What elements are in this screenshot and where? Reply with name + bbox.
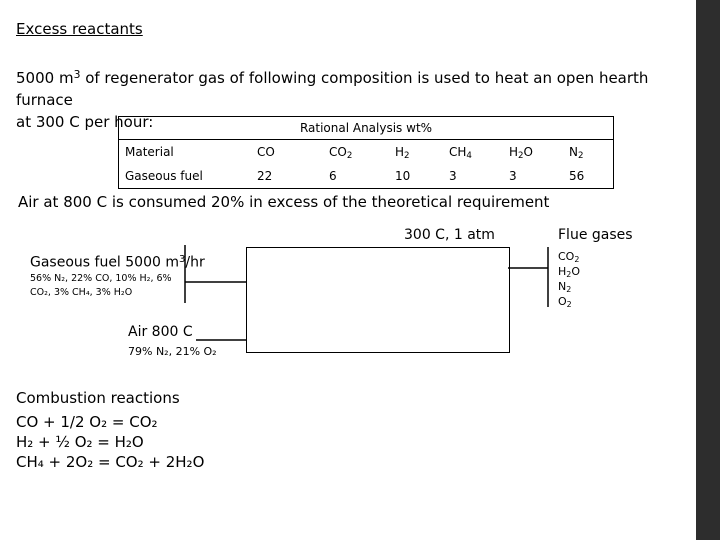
- cell-main: 56: [569, 169, 585, 183]
- cell-main: CO: [329, 145, 347, 159]
- intro-unit-superscript: 3: [73, 68, 81, 81]
- flue-gas-main: H: [558, 265, 567, 278]
- air-statement: Air at 800 C is consumed 20% in excess of the theoretical requirement: [18, 193, 550, 211]
- flue-gas-main: N: [558, 280, 567, 293]
- page-title: Excess reactants: [16, 20, 143, 38]
- reactions-title: Combustion reactions: [16, 389, 180, 407]
- cell-main: N: [569, 145, 578, 159]
- cell-main: 22: [257, 169, 273, 183]
- fuel-label-superscript: 3: [179, 254, 186, 265]
- furnace-conditions: 300 C, 1 atm: [404, 227, 495, 243]
- table-header: Rational Analysis wt%: [119, 117, 613, 140]
- air-composition: 79% N₂, 21% O₂: [128, 345, 217, 358]
- flue-gas-subscript: 2: [574, 254, 580, 264]
- cell-main: 6: [329, 169, 337, 183]
- table-row-label: Material: [125, 145, 174, 159]
- intro-line1-post: of regenerator gas of following composition is used to heat an open hearth furnace: [16, 68, 649, 109]
- cell-main: CO: [257, 145, 275, 159]
- cell-subscript: 2: [577, 151, 584, 162]
- flue-gas-subscript: 2: [566, 284, 572, 294]
- intro-line1-pre: 5000 m: [16, 68, 74, 87]
- fuel-label-pre: Gaseous fuel 5000 m: [30, 254, 179, 271]
- flue-gas-subscript: 2: [566, 269, 572, 279]
- fuel-label-post: /hr: [185, 254, 205, 271]
- cell-main: H: [509, 145, 519, 159]
- cell-main: 3: [509, 169, 517, 183]
- flue-gas-tail: O: [571, 265, 580, 278]
- fuel-composition: 56% N₂, 22% CO, 10% H₂, 6% CO₂, 3% CH₄, 3% H₂O: [30, 273, 172, 298]
- cell-subscript: 2: [518, 151, 524, 162]
- cell-subscript: 4: [466, 151, 472, 162]
- air-input-label: Air 800 C: [128, 324, 193, 340]
- flue-gas-subscript: 2: [566, 299, 572, 309]
- cell-main: 10: [395, 169, 411, 183]
- reaction-co: CO + 1/2 O₂ = CO₂: [16, 413, 158, 431]
- cell-subscript: 2: [346, 151, 353, 162]
- cell-main: 3: [449, 169, 457, 183]
- flue-gas-main: O: [558, 295, 567, 308]
- cell-subscript: 2: [404, 151, 410, 162]
- flue-gases-title: Flue gases: [558, 227, 633, 243]
- cell-main: H: [395, 145, 405, 159]
- intro-line2: at 300 C per hour:: [16, 112, 154, 131]
- cell-main: CH: [449, 145, 467, 159]
- table-row-label: Gaseous fuel: [125, 169, 203, 183]
- cell-tail: O: [523, 145, 533, 159]
- reaction-ch4: CH₄ + 2O₂ = CO₂ + 2H₂O: [16, 453, 205, 471]
- flue-gas-main: CO: [558, 250, 575, 263]
- reaction-h2: H₂ + ½ O₂ = H₂O: [16, 433, 144, 451]
